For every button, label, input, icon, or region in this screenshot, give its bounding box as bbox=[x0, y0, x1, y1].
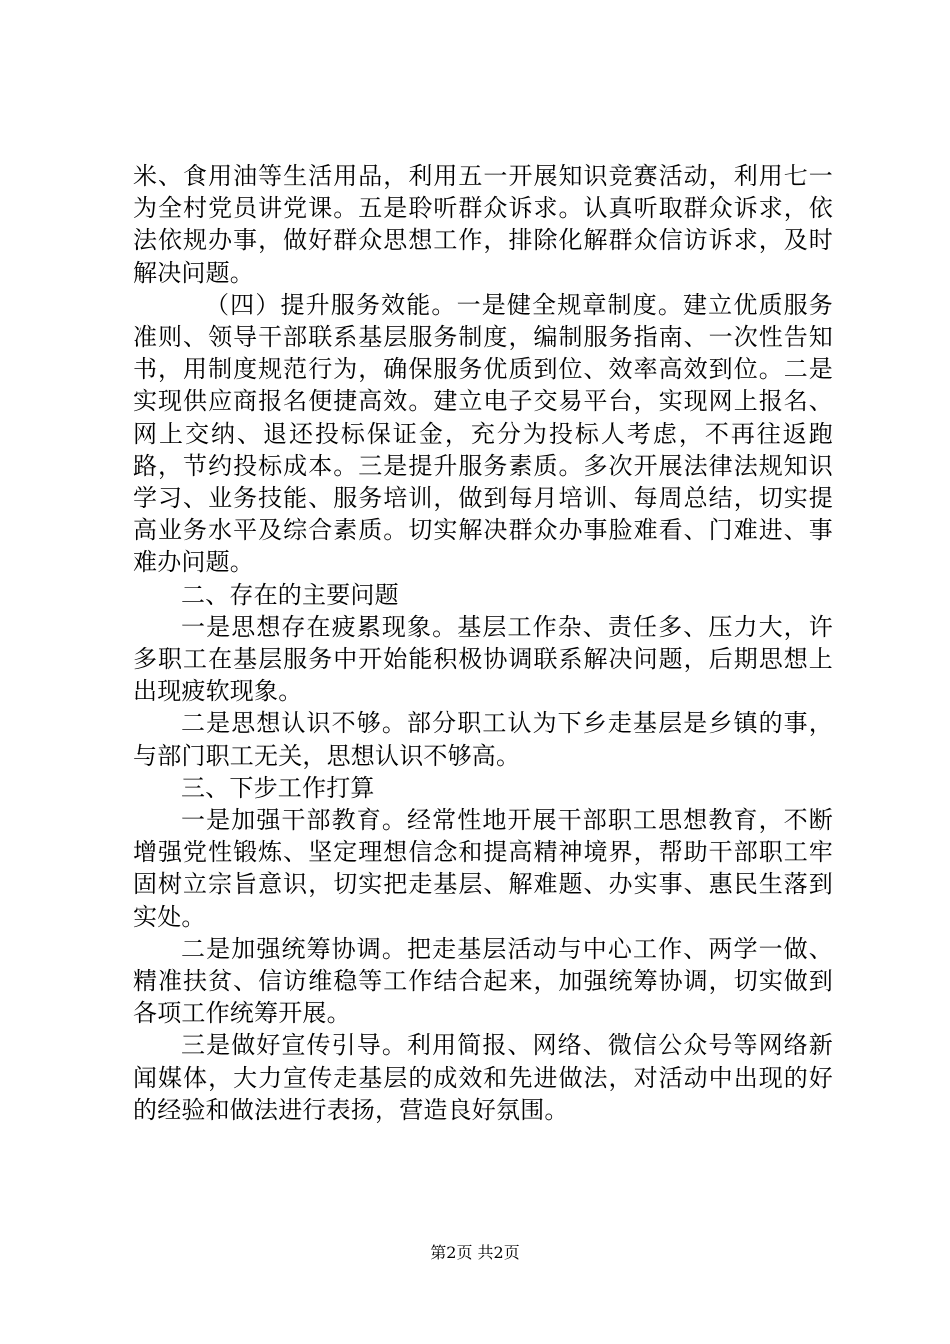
section-heading-next-steps: 三、下步工作打算 bbox=[181, 773, 375, 802]
paragraph-section-four: （四）提升服务效能。一是健全规章制度。建立优质服务准则、领导干部联系基层服务制度，编制服务指南、一次性告知书，用制度规范行为，确保服务优质到位、效率高效到位。二是实现供应商报名便捷高效。建立电子交易平台，实现网上报名、网上交纳、退还投标保证金，充分为投标人考虑，不再往返跑路，节约投标成本。三是提升服务素质。多次开展法律法规知识学习、业务技能、服务培训，做到每月培训、每周总结，切实提高业务水平及综合素质。切实解决群众办事脸难看、门难进、事难办问题。 bbox=[133, 290, 833, 577]
section-heading-problems: 二、存在的主要问题 bbox=[181, 580, 399, 609]
page-footer: 第2页 共2页 bbox=[430, 1243, 520, 1262]
paragraph-plan-three: 三是做好宣传引导。利用简报、网络、微信公众号等网络新闻媒体，大力宣传走基层的成效和先进做法，对活动中出现的好的经验和做法进行表扬，营造良好氛围。 bbox=[133, 1031, 833, 1124]
paragraph-plan-one: 一是加强干部教育。经常性地开展干部职工思想教育，不断增强党性锻炼、坚定理想信念和提高精神境界，帮助干部职工牢固树立宗旨意识，切实把走基层、解难题、办实事、惠民生落到实处。 bbox=[133, 806, 833, 931]
paragraph-problem-one: 一是思想存在疲累现象。基层工作杂、责任多、压力大，许多职工在基层服务中开始能积极协调联系解决问题，后期思想上出现疲软现象。 bbox=[133, 612, 833, 706]
document-body bbox=[133, 160, 833, 1126]
paragraph-plan-two: 二是加强统筹协调。把走基层活动与中心工作、两学一做、精准扶贫、信访维稳等工作结合起来，加强统筹协调，切实做到各项工作统筹开展。 bbox=[133, 934, 833, 1028]
paragraph-problem-two: 二是思想认识不够。部分职工认为下乡走基层是乡镇的事，与部门职工无关，思想认识不够高。 bbox=[133, 709, 833, 770]
paragraph-continuation: 米、食用油等生活用品，利用五一开展知识竞赛活动，利用七一为全村党员讲党课。五是聆听群众诉求。认真听取群众诉求，依法依规办事，做好群众思想工作，排除化解群众信访诉求，及时解决问题。 bbox=[133, 162, 833, 287]
